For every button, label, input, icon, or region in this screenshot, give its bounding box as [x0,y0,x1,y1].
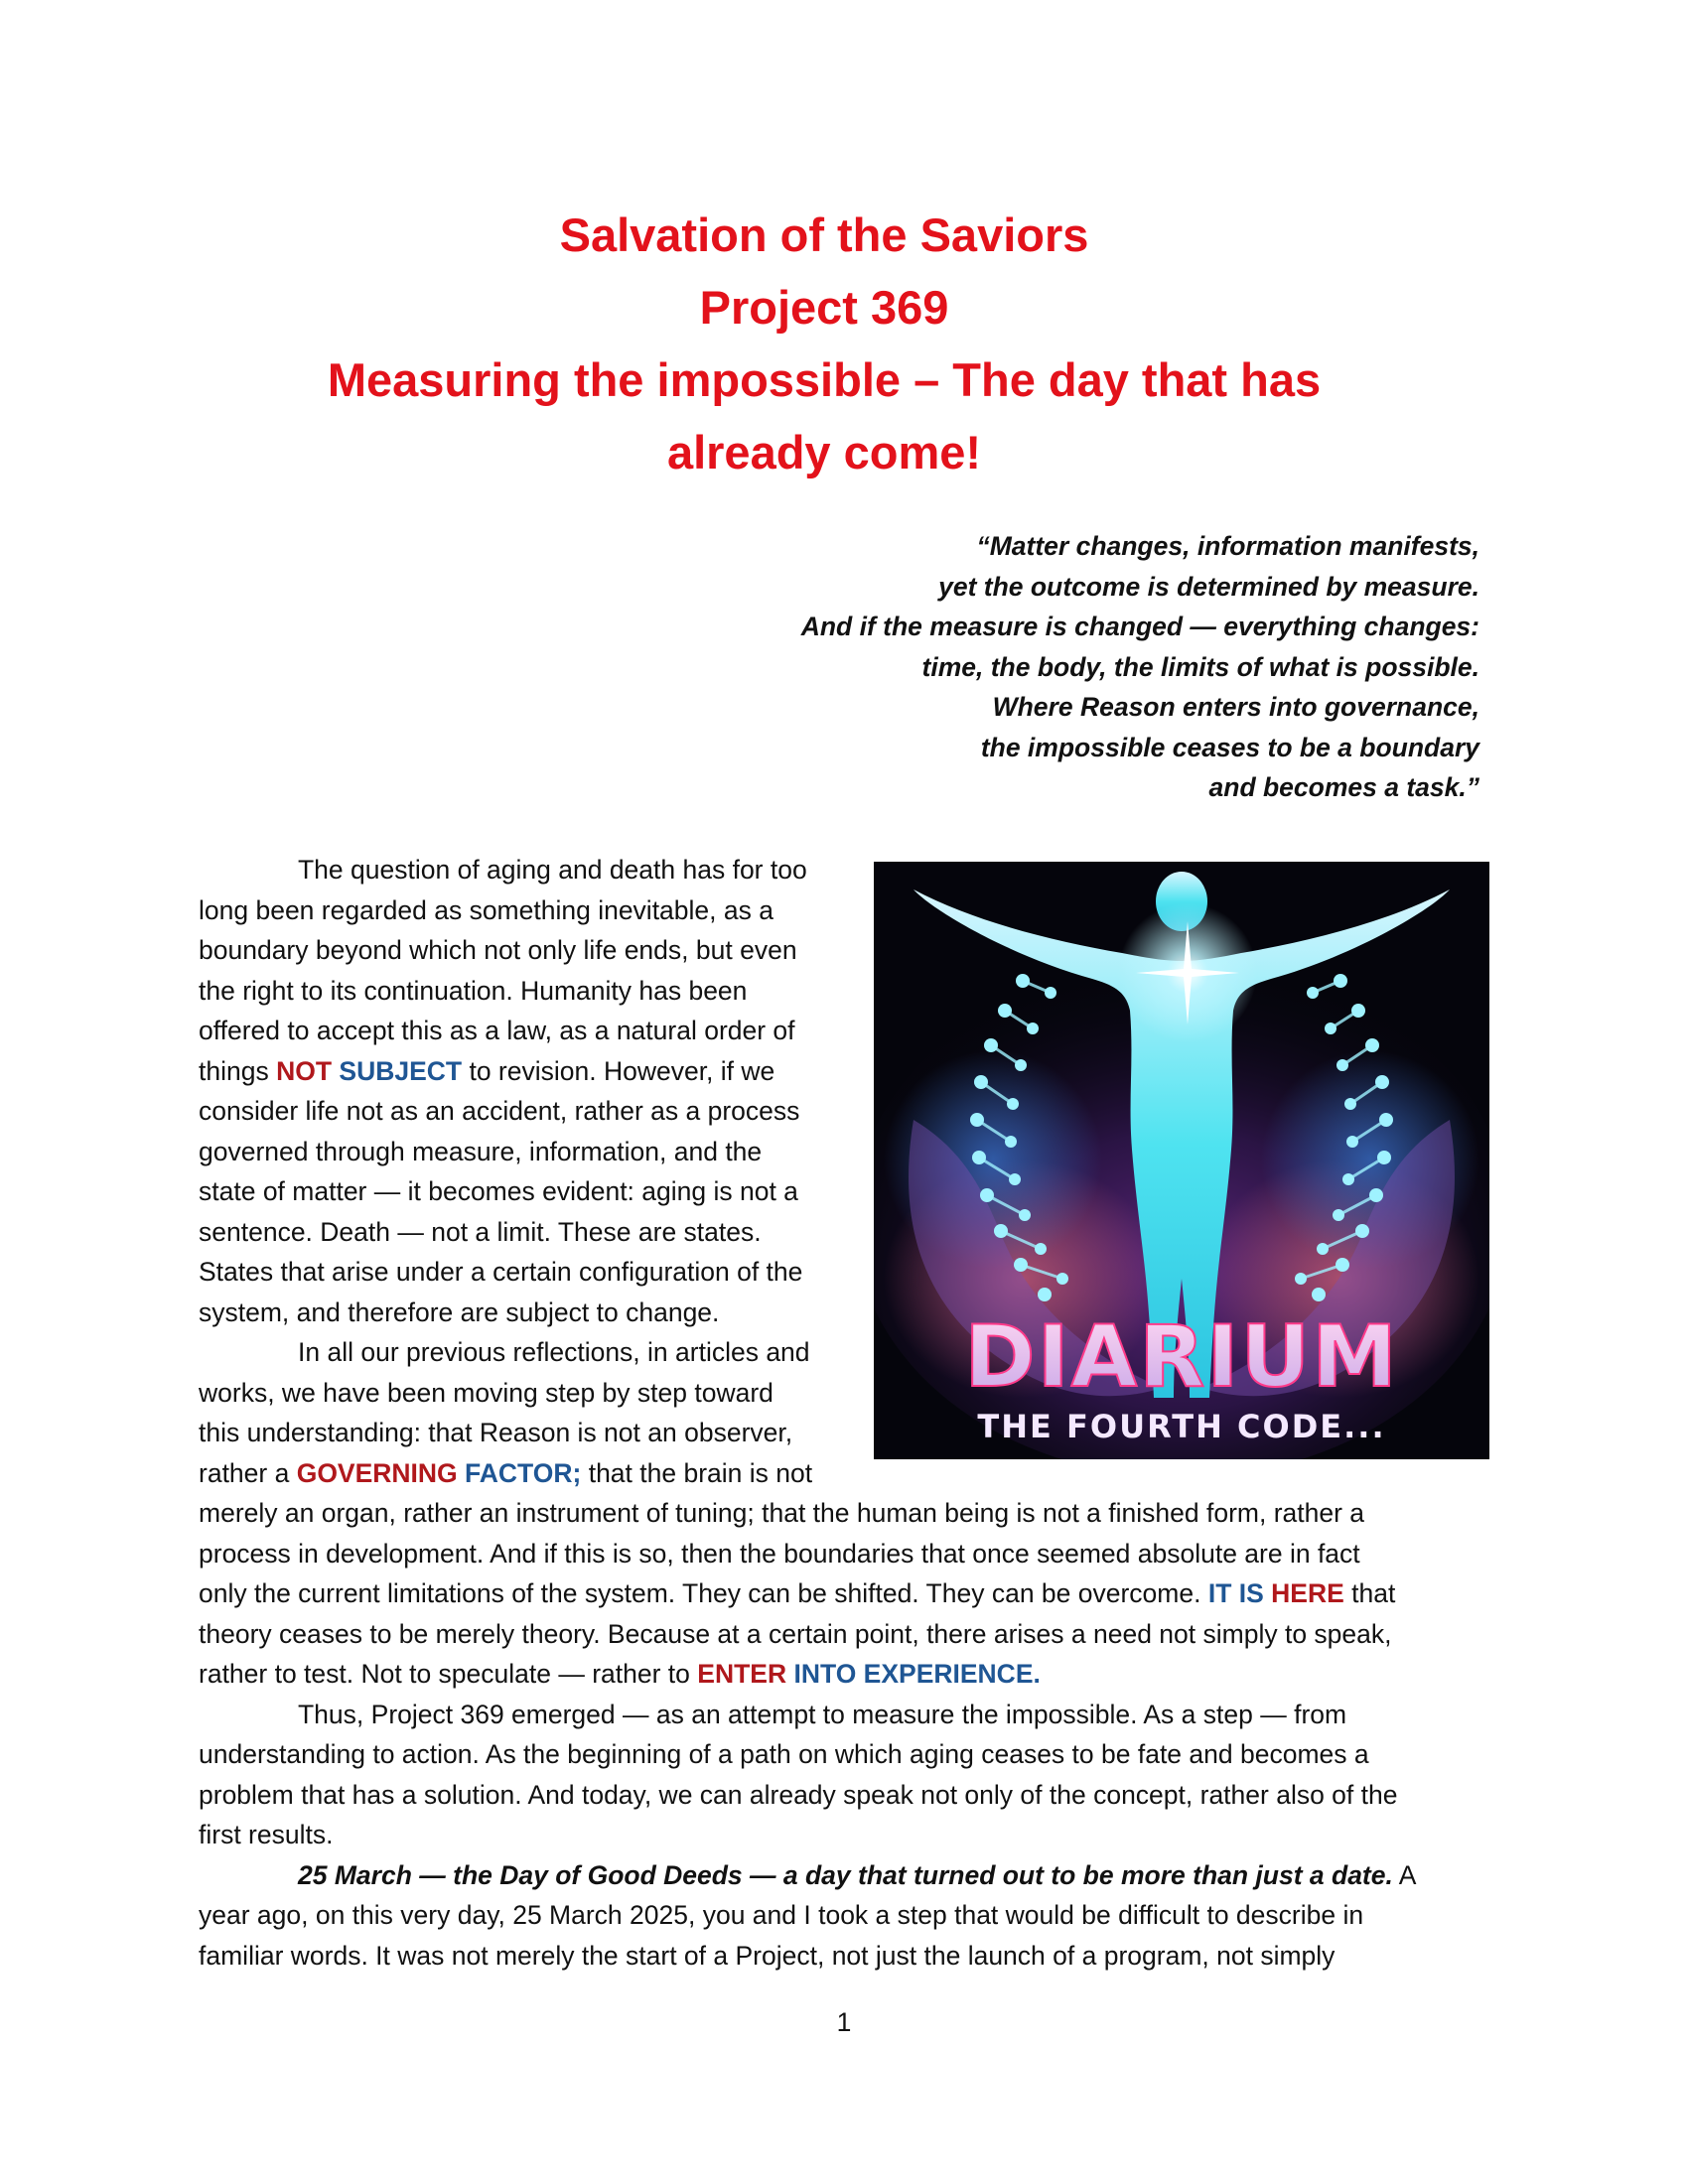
emphasis-day-of-good-deeds: 25 March — the Day of Good Deeds — a day that turned out to be more than just a date. [298,1859,1393,1890]
body-line: year ago, on this very day, 25 March 2025, you and I took a step that would be difficult to describe in [199,1900,1364,1930]
body-line: familiar words. It was not merely the start of a Project, not just the launch of a program, not simply [199,1940,1336,1971]
title-line-4: already come! [666,426,982,478]
body-line: 25 March — the Day of Good Deeds — a day that turned out to be more than just a date. A [298,1859,1417,1890]
epigraph-quote [695,526,1479,808]
body-line: the right to its continuation. Humanity has been [199,975,748,1006]
body-line: only the current limitations of the system. They can be shifted. They can be overcome. IT IS HERE that [199,1578,1396,1608]
body-line: system, and therefore are subject to change. [199,1297,720,1327]
brand-wordmark: DIARIUM [964,1307,1399,1407]
body-line: this understanding: that Reason is not an observer, [199,1418,793,1447]
epigraph-line: yet the outcome is determined by measure. [938,571,1479,602]
body-line: first results. [199,1820,334,1849]
emphasis-here: HERE [1271,1578,1344,1608]
body-line: In all our previous reflections, in articles and [298,1337,810,1367]
emphasis-subject: SUBJECT [339,1055,463,1086]
epigraph-line: the impossible ceases to be a boundary [980,732,1479,762]
body-line: merely an organ, rather an instrument of tuning; that the human being is not a finished form, rather a [199,1498,1365,1528]
body-line: The question of aging and death has for too [298,855,807,885]
body-line: governed through measure, information, and the [199,1136,763,1166]
body-line: offered to accept this as a law, as a natural order of [199,1016,795,1045]
body-line: things NOT SUBJECT to revision. However, if we [199,1055,775,1086]
body-line: process in development. And if this is so, then the boundaries that once seemed absolute are in fact [199,1538,1360,1569]
body-line: States that arise under a certain configuration of the [199,1257,803,1287]
body-line: rather to test. Not to speculate — rather to ENTER INTO EXPERIENCE. [199,1659,1041,1689]
epigraph-line: And if the measure is changed — everything changes: [800,612,1479,641]
epigraph-line: “Matter changes, information manifests, [976,531,1479,561]
document-title [199,199,1450,488]
page-number: 1 [836,2007,852,2037]
body-line: problem that has a solution. And today, we can already speak not only of the concept, rather also of the [199,1779,1398,1810]
article-body [199,850,1489,1976]
epigraph-line: and becomes a task.” [1208,772,1479,802]
epigraph-line: Where Reason enters into governance, [992,692,1479,722]
body-line: state of matter — it becomes evident: aging is not a [199,1176,798,1206]
emphasis-into-experience: INTO EXPERIENCE. [793,1659,1041,1689]
body-line: long been regarded as something inevitable, as a [199,894,774,925]
body-line: Thus, Project 369 emerged — as an attempt to measure the impossible. As a step — from [298,1699,1347,1729]
emphasis-governing: GOVERNING [296,1457,458,1488]
body-line: theory ceases to be merely theory. Because at a certain point, there arises a need not simply to speak, [199,1618,1392,1649]
body-line: consider life not as an accident, rather as a process [199,1096,800,1126]
emphasis-enter: ENTER [697,1659,787,1689]
body-line: understanding to action. As the beginning of a path on which aging ceases to be fate and becomes a [199,1739,1369,1769]
emphasis-not: NOT [276,1055,333,1086]
title-line-3: Measuring the impossible – The day that has [327,353,1322,406]
body-line: boundary beyond which not only life ends, but even [199,935,797,965]
brand-subtitle: THE FOURTH CODE... [977,1408,1386,1445]
emphasis-it-is: IT IS [1207,1578,1264,1608]
body-line: works, we have been moving step by step toward [199,1377,774,1408]
emphasis-factor: FACTOR; [465,1457,582,1488]
body-line: rather a GOVERNING FACTOR; that the brain is not [199,1457,813,1488]
title-line-1: Salvation of the Saviors [559,208,1089,261]
title-line-2: Project 369 [699,281,949,334]
epigraph-line: time, the body, the limits of what is possible. [921,651,1479,682]
body-line: sentence. Death — not a limit. These are states. [199,1216,762,1247]
